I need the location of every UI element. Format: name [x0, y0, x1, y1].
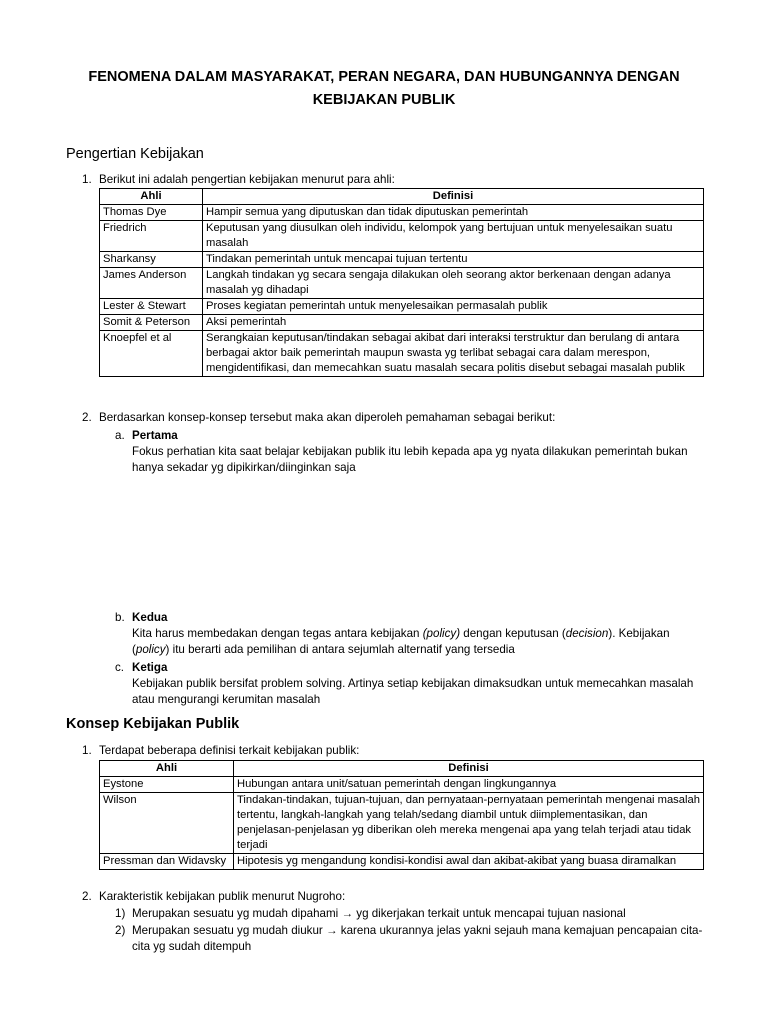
list-item-text: Terdapat beberapa definisi terkait kebijakan publik: [99, 744, 360, 757]
text-run: Kita harus membedakan dengan tegas antara kebijakan [132, 627, 423, 640]
table-cell-ahli: Lester & Stewart [100, 299, 203, 315]
text-run-italic: decision [565, 627, 609, 640]
table-cell-ahli: James Anderson [100, 268, 203, 299]
table-header-ahli: Ahli [100, 761, 234, 777]
numbered-sub-text: Merupakan sesuatu yg mudah dipahami → yg dikerjakan terkait untuk mencapai tujuan nasional [132, 907, 626, 920]
table-row [100, 205, 704, 221]
table-cell-definisi: Tindakan-tindakan, tujuan-tujuan, dan pernyataan-pernyataan pemerintah mengenai masalah tertentu, langkah-langkah yang telah/sedang diambil untuk diimplementasikan, dan penjelasan-penjelasan yg diberikan oleh mereka mengenai apa yang telah terjadi atau tidak terjadi [234, 793, 704, 854]
sub-list-label: b. [115, 611, 125, 624]
table-cell-ahli: Friedrich [100, 221, 203, 252]
section-heading-konsep: Konsep Kebijakan Publik [66, 716, 240, 732]
section-heading-pengertian: Pengertian Kebijakan [66, 146, 204, 162]
sub-list-body-ketiga: Kebijakan publik bersifat problem solving. Artinya setiap kebijakan dimaksudkan untuk memecahkan masalah atau mengurangi kerumitan masalah [132, 677, 694, 706]
title-line-2: KEBIJAKAN PUBLIK [312, 92, 456, 108]
list-number: 2. [82, 411, 92, 424]
table-cell-ahli: Thomas Dye [100, 205, 203, 221]
table-header-definisi: Definisi [203, 189, 704, 205]
sub-list-body-kedua [132, 626, 706, 658]
sub-list-label: a. [115, 429, 125, 442]
table-cell-definisi: Aksi pemerintah [203, 315, 704, 331]
table-header-row [100, 189, 704, 205]
sub-list-title-ketiga: Ketiga [132, 661, 168, 674]
table-cell-ahli: Wilson [100, 793, 234, 854]
table-row [100, 315, 704, 331]
list-item-text: Karakteristik kebijakan publik menurut Nugroho: [99, 890, 346, 903]
experts-definition-table [99, 188, 704, 377]
table-cell-ahli: Knoepfel et al [100, 331, 203, 377]
list-number: 1. [82, 173, 92, 186]
table-cell-definisi: Keputusan yang diusulkan oleh individu, kelompok yang bertujuan untuk menyelesaikan suatu masalah [203, 221, 704, 252]
table-cell-definisi: Serangkaian keputusan/tindakan sebagai akibat dari interaksi terstruktur dan berulang di antara berbagai aktor baik pemerintah maupun swasta yg terlibat sebagai cara dalam merespon, mengidentifikasi, dan memecahkan suatu masalah secara politis disebut sebagai masalah publik [203, 331, 704, 377]
table-row [100, 777, 704, 793]
list-number: 1. [82, 744, 92, 757]
list-item-text: Berdasarkan konsep-konsep tersebut maka akan diperoleh pemahaman sebagai berikut: [99, 411, 556, 424]
sub-list-body-pertama: Fokus perhatian kita saat belajar kebijakan publik itu lebih kepada apa yg nyata dilakukan pemerintah bukan hanya sekadar yg dipikirkan/diinginkan saja [132, 445, 688, 474]
text-run-italic: policy [135, 643, 166, 656]
table-row [100, 252, 704, 268]
public-policy-definition-table [99, 760, 704, 870]
numbered-sub-label: 1) [115, 907, 126, 920]
text-run: ( [132, 643, 136, 656]
list-number: 2. [82, 890, 92, 903]
table-row [100, 331, 704, 377]
table-row [100, 268, 704, 299]
sub-list-title-kedua: Kedua [132, 611, 168, 624]
numbered-sub-label: 2) [115, 924, 126, 937]
sub-list-title-pertama: Pertama [132, 429, 178, 442]
table-cell-ahli: Eystone [100, 777, 234, 793]
list-item-text: Berikut ini adalah pengertian kebijakan menurut para ahli: [99, 173, 395, 186]
table-cell-definisi: Tindakan pemerintah untuk mencapai tujuan tertentu [203, 252, 704, 268]
table-row [100, 854, 704, 870]
table-row [100, 221, 704, 252]
text-run-italic: (policy) [422, 627, 461, 640]
table-cell-ahli: Sharkansy [100, 252, 203, 268]
table-header-ahli: Ahli [100, 189, 203, 205]
document-title [60, 66, 708, 112]
table-header-definisi: Definisi [234, 761, 704, 777]
table-cell-ahli: Somit & Peterson [100, 315, 203, 331]
text-run: dengan keputusan ( [460, 627, 566, 640]
table-cell-definisi: Langkah tindakan yg secara sengaja dilakukan oleh seorang aktor berkenaan dengan adanya masalah yg dihadapi [203, 268, 704, 299]
table-cell-ahli: Pressman dan Widavsky [100, 854, 234, 870]
sub-list-label: c. [115, 661, 125, 674]
table-cell-definisi: Proses kegiatan pemerintah untuk menyelesaikan permasalah publik [203, 299, 704, 315]
table-row [100, 793, 704, 854]
text-run: ) itu berarti ada pemilihan di antara sejumlah alternatif yang tersedia [165, 643, 515, 656]
table-cell-definisi: Hubungan antara unit/satuan pemerintah dengan lingkungannya [234, 777, 704, 793]
table-header-row [100, 761, 704, 777]
table-cell-definisi: Hipotesis yg mengandung kondisi-kondisi awal dan akibat-akibat yang buasa diramalkan [234, 854, 704, 870]
numbered-sub-text: Merupakan sesuatu yg mudah diukur → karena ukurannya jelas yakni sejauh mana kemajuan pencapaian cita-cita yg sudah ditempuh [132, 924, 703, 953]
text-run: ). Kebijakan [608, 627, 670, 640]
title-line-1: FENOMENA DALAM MASYARAKAT, PERAN NEGARA, DAN HUBUNGANNYA DENGAN [88, 69, 680, 85]
table-cell-definisi: Hampir semua yang diputuskan dan tidak diputuskan pemerintah [203, 205, 704, 221]
table-row [100, 299, 704, 315]
